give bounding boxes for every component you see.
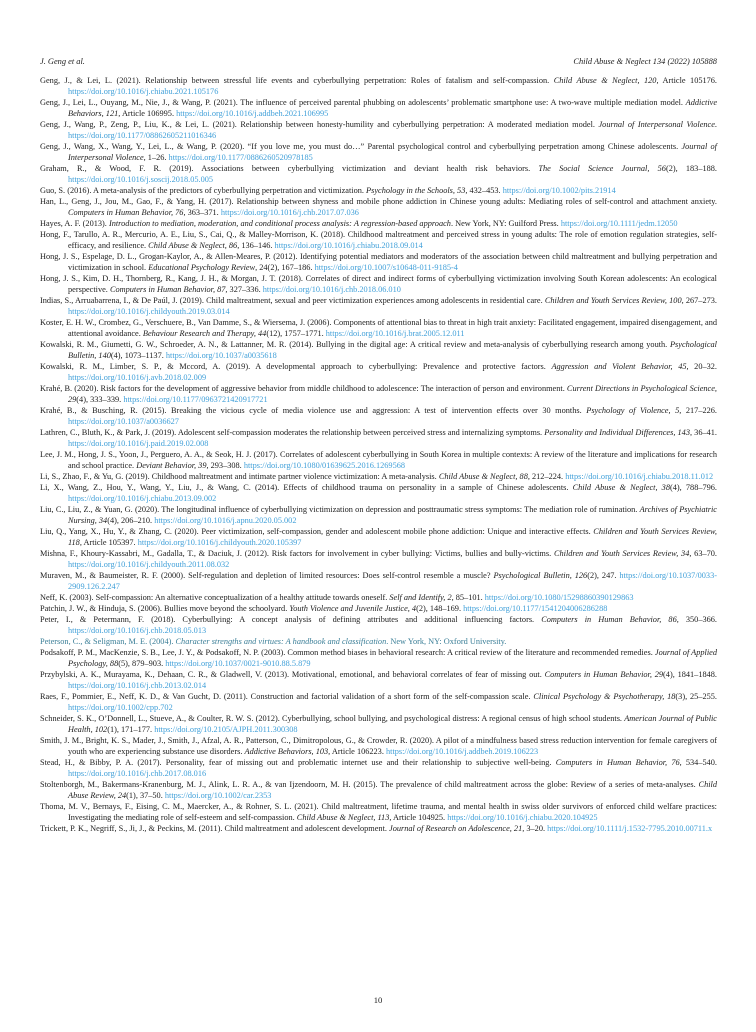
source-title: The Social Science Journal, 56 xyxy=(538,164,666,173)
reference-text: Kowalski, R. M., Giumetti, G. W., Schroeder, A. N., & Lattanner, M. R. (2014). Bullying in the digital age: A critical review and meta-analysis of cyberbullying research among youth. xyxy=(40,340,670,349)
doi-link[interactable]: https://doi.org/10.1016/j.brat.2005.12.011 xyxy=(325,329,465,338)
reference-text: (4), 1073–1137. xyxy=(110,351,166,360)
source-title: Journal of Research on Adolescence, 21 xyxy=(389,824,523,833)
source-title: Computers in Human Behavior, 87 xyxy=(109,285,226,294)
reference-text: Guo, S. (2016). A meta-analysis of the predictors of cyberbullying perpetration and victimization. xyxy=(40,186,367,195)
reference-text: , 267–273. xyxy=(681,296,717,305)
reference-text: Peter, I., & Petermann, F. (2018). Cyberbullying: A concept analysis of defining attributes and additional influencing factors. xyxy=(40,615,542,624)
reference-entry xyxy=(40,185,717,196)
doi-link[interactable]: https://doi.org/10.1016/j.childyouth.2019.03.014 xyxy=(68,307,230,316)
source-title: Archives of Psychiatric Nursing, 34 xyxy=(68,505,717,525)
reference-entry xyxy=(40,163,717,185)
linked-reference-title: Character strengths and virtues: A handbook and classification xyxy=(175,637,387,646)
reference-text: , 432–453. xyxy=(465,186,503,195)
doi-link[interactable]: https://doi.org/10.1016/j.chb.2013.02.014 xyxy=(68,681,207,690)
reference-text: Liu, Q., Yang, X., Hu, Y., & Zhang, C. (2020). Peer victimization, self-compassion, gender and adolescent mobile phone addiction: Unique and interactive effects. xyxy=(40,527,594,536)
reference-text: Lathren, C., Bluth, K., & Park, J. (2019). Adolescent self-compassion moderates the relationship between perceived stress and internalizing symptoms. xyxy=(40,428,545,437)
reference-entry xyxy=(40,229,717,251)
source-title: Journal of Interpersonal Violence xyxy=(68,142,717,162)
source-title: Addictive Behaviors, 103 xyxy=(244,747,329,756)
reference-text: . xyxy=(714,120,717,129)
reference-text: (4), 333–339. xyxy=(76,395,124,404)
doi-link[interactable]: https://doi.org/10.1177/08862605211016346 xyxy=(68,131,217,140)
reference-text: Geng, J., Lei, L., Ouyang, M., Nie, J., & Wang, P. (2021). The influence of perceived parental phubbing on adolescents’ problematic smartphone use: A two-wave multiple mediation model. xyxy=(40,98,686,107)
journal-banner: Child Abuse & Neglect 134 (2022) 105888 xyxy=(573,57,717,66)
reference-text: (1), 37–50. xyxy=(126,791,165,800)
reference-entry xyxy=(40,141,717,163)
reference-text: . New York, NY: Guilford Press. xyxy=(450,219,561,228)
reference-text: , 20–32. xyxy=(686,362,717,371)
doi-link[interactable]: https://doi.org/10.1016/j.chb.2018.06.010 xyxy=(262,285,401,294)
reference-entry xyxy=(40,614,717,636)
source-title: Child Abuse & Neglect, 88 xyxy=(438,472,528,481)
source-title: American Journal of Public Health, 102 xyxy=(68,714,717,734)
reference-text: Li, X., Wang, Z., Hou, Y., Wang, Y., Liu, J., & Wang, C. (2014). Effects of childhood trauma on personality in a sample of Chinese adolescents. xyxy=(40,483,573,492)
reference-text: Podsakoff, P. M., MacKenzie, S. B., Lee, J. Y., & Podsakoff, N. P. (2003). Common method biases in behavioral research: A critical review of the literature and recommended remedies. xyxy=(40,648,655,657)
reference-text: , 212–224. xyxy=(527,472,566,481)
doi-link[interactable]: https://doi.org/10.1177/0886260520978185 xyxy=(168,153,313,162)
source-title: Child Abuse & Neglect, 86 xyxy=(148,241,238,250)
reference-entry xyxy=(40,757,717,779)
reference-entry xyxy=(40,405,717,427)
source-title: Psychology of Violence, 5 xyxy=(586,406,680,415)
reference-text: Lee, J. M., Hong, J. S., Yoon, J., Perguero, A. A., & Seok, H. J. (2017). Correlates of adolescent cyberbullying in South Korea in multiple contexts: A review of the literature and implications for research and school practice. xyxy=(40,450,717,470)
source-title: Aggression and Violent Behavior, 45 xyxy=(551,362,687,371)
reference-text: (2), 148–169. xyxy=(416,604,464,613)
reference-text: (1), 171–177. xyxy=(107,725,155,734)
source-title: Personality and Individual Differences, 143 xyxy=(544,428,690,437)
reference-text: , 293–308. xyxy=(206,461,244,470)
reference-entry xyxy=(40,592,717,603)
source-title: Behaviour Research and Therapy, 44 xyxy=(142,329,267,338)
reference-text: Patchin, J. W., & Hinduja, S. (2006). Bullies move beyond the schoolyard. xyxy=(40,604,290,613)
doi-link[interactable]: https://doi.org/10.1016/j.chb.2018.05.013 xyxy=(68,626,207,635)
source-title: Children and Youth Services Review, 118 xyxy=(68,527,718,547)
running-author: J. Geng et al. xyxy=(40,57,85,66)
reference-text: (12), 1757–1771. xyxy=(266,329,326,338)
reference-entry xyxy=(40,735,717,757)
source-title: Child Abuse Review, 24 xyxy=(68,780,717,800)
doi-link[interactable]: https://doi.org/10.1111/jedm.12050 xyxy=(560,219,678,228)
reference-entry xyxy=(40,669,717,691)
reference-text: Liu, C., Liu, Z., & Yuan, G. (2020). The longitudinal influence of cyberbullying victimization on depression and posttraumatic stress symptoms: The mediation role of rumination. xyxy=(40,505,640,514)
source-title: Computers in Human Behavior, 76 xyxy=(68,208,184,217)
doi-link[interactable]: https://doi.org/10.1016/j.soscij.2018.05.005 xyxy=(68,175,214,184)
reference-entry xyxy=(40,603,717,614)
source-title: Child Abuse & Neglect, 113 xyxy=(296,813,390,822)
source-title: Children and Youth Services Review, 34 xyxy=(553,549,690,558)
reference-entry xyxy=(40,75,717,97)
doi-link[interactable]: https://doi.org/10.2105/AJPH.2011.300308 xyxy=(154,725,298,734)
reference-entry xyxy=(40,383,717,405)
reference-text: , 136–146. xyxy=(237,241,275,250)
doi-link[interactable]: https://doi.org/10.1016/j.chiabu.2021.105176 xyxy=(68,87,219,96)
linked-reference-text: . New York, NY: Oxford University. xyxy=(386,637,507,646)
doi-link[interactable]: https://doi.org/10.1002/cpp.702 xyxy=(68,703,173,712)
reference-text: Neff, K. (2003). Self-compassion: An alternative conceptualization of a healthy attitude towards oneself. xyxy=(40,593,390,602)
doi-link[interactable]: https://doi.org/10.1037/a0036627 xyxy=(68,417,179,426)
source-title: Deviant Behavior, 39 xyxy=(136,461,207,470)
reference-text: (4), 788–796. xyxy=(669,483,718,492)
reference-text: (4), 1841–1848. xyxy=(663,670,718,679)
reference-entry xyxy=(40,504,717,526)
reference-entry xyxy=(40,526,717,548)
reference-text: Smith, J. M., Bright, K. S., Mader, J., Smith, J., Afzal, A. R., Patterson, C., Dimitropolous, G., & Crowder, R. (2020). A pilot of a mindfulness based stress reduction intervention for female caregivers of youth who are experiencing substance use disorders. xyxy=(40,736,717,756)
reference-entry xyxy=(40,691,717,713)
reference-text: , 3–20. xyxy=(522,824,548,833)
reference-text: Geng, J., Wang, X., Wang, Y., Lei, L., & Wang, P. (2020). “If you love me, you must do…” Parental psychological control and cyberbullying perpetration among Chinese adolescents. xyxy=(40,142,682,151)
reference-entry xyxy=(40,647,717,669)
reference-entry xyxy=(40,317,717,339)
doi-link[interactable]: https://doi.org/10.1080/15298860390129863 xyxy=(484,593,634,602)
doi-link[interactable]: https://doi.org/10.1016/j.paid.2019.02.008 xyxy=(68,439,209,448)
doi-link[interactable]: https://doi.org/10.1016/j.chb.2017.08.016 xyxy=(68,769,207,778)
source-title: Computers in Human Behavior, 86 xyxy=(541,615,677,624)
reference-text: , 85–101. xyxy=(451,593,485,602)
reference-text: , Article 106995. xyxy=(118,109,177,118)
reference-text: , Article 105397. xyxy=(79,538,138,547)
page-number: 10 xyxy=(373,995,383,1005)
doi-link[interactable]: https://doi.org/10.1111/j.1532-7795.2010.00711.x xyxy=(547,824,713,833)
reference-text: Hayes, A. F. (2013). xyxy=(40,219,109,228)
reference-text: (2), 247. xyxy=(587,571,620,580)
reference-text: Kowalski, R. M., Limber, S. P., & Mccord, A. (2019). A developmental approach to cyberbullying: Prevalence and protective factors. xyxy=(40,362,552,371)
reference-entry xyxy=(40,779,717,801)
doi-link[interactable]: https://doi.org/10.1016/j.apnu.2020.05.002 xyxy=(154,516,297,525)
doi-link[interactable]: https://doi.org/10.1016/j.addbeh.2021.106995 xyxy=(176,109,329,118)
doi-link[interactable]: https://doi.org/10.1037/0033-2909.126.2.247 xyxy=(68,571,717,591)
reference-text: Krahé, B. (2020). Risk factors for the development of aggressive behavior from middle childhood to adolescence: The interaction of person and environment. xyxy=(40,384,567,393)
reference-text: , Article 105176. xyxy=(656,76,718,85)
source-title: Youth Violence and Juvenile Justice, 4 xyxy=(289,604,417,613)
source-title: Psychological Bulletin, 140 xyxy=(68,340,717,360)
reference-entry xyxy=(40,471,717,482)
reference-entry xyxy=(40,361,717,383)
doi-link[interactable]: https://doi.org/10.1007/s10648-011-9185-4 xyxy=(314,263,458,272)
reference-text: Koster, E. H. W., Crombez, G., Verschuere, B., Van Damme, S., & Wiersema, J. (2006). Components of attentional bias to threat in high trait anxiety: Facilitated engagement, impaired disengagement, and attentional avoidance. xyxy=(40,318,717,338)
reference-text: Schneider, S. K., O’Donnell, L., Stueve, A., & Coulter, R. W. S. (2012). Cyberbullying, school bullying, and psychological distress: A regional census of high school students. xyxy=(40,714,625,723)
source-title: Psychological Bulletin, 126 xyxy=(493,571,588,580)
reference-entry xyxy=(40,713,717,735)
doi-link[interactable]: https://doi.org/10.1177/0963721420917721 xyxy=(123,395,268,404)
reference-text: Graham, R., & Wood, F. R. (2019). Associations between cyberbullying victimization and deviant health risk behaviors. xyxy=(40,164,539,173)
reference-text: Hong, F., Tarullo, A. R., Mercurio, A. E., Liu, S., Cai, Q., & Malley-Morrison, K. (2018). Childhood maltreatment and perceived stress in young adults: The role of emotion regulation strategies, self-efficacy, and resilience. xyxy=(40,230,717,250)
page-header xyxy=(40,57,717,67)
reference-text: Trickett, P. K., Negriff, S., Ji, J., & Peckins, M. (2011). Child maltreatment and adolescent development. xyxy=(40,824,390,833)
source-title: Current Directions in Psychological Science, 29 xyxy=(68,384,717,404)
reference-text: , Article 104925. xyxy=(389,813,448,822)
reference-text: Li, S., Zhao, F., & Yu, G. (2019). Childhood maltreatment and intimate partner violence victimization: A meta-analysis. xyxy=(40,472,439,481)
reference-entry xyxy=(40,97,717,119)
doi-link[interactable]: https://doi.org/10.1016/j.avb.2018.02.009 xyxy=(68,373,207,382)
reference-text: , 1–26. xyxy=(143,153,169,162)
source-title: Addictive Behaviors, 121 xyxy=(68,98,717,118)
reference-text: , 327–336. xyxy=(225,285,263,294)
reference-entry xyxy=(40,548,717,570)
reference-entry xyxy=(40,427,717,449)
reference-text: , 363–371. xyxy=(183,208,221,217)
reference-text: (4), 206–210. xyxy=(107,516,155,525)
reference-entry xyxy=(40,636,717,647)
doi-link[interactable]: https://doi.org/10.1002/pits.21914 xyxy=(502,186,616,195)
doi-link[interactable]: https://doi.org/10.1016/j.chiabu.2013.09.002 xyxy=(68,494,217,503)
reference-text: Geng, J., & Lei, L. (2021). Relationship between stressful life events and cyberbullying perpetration: Roles of fatalism and self-compassion. xyxy=(40,76,554,85)
reference-text: Krahé, B., & Busching, R. (2015). Breaking the vicious cycle of media violence use and aggression: A test of intervention effects over 30 months. xyxy=(40,406,587,415)
reference-entry xyxy=(40,801,717,823)
reference-entry xyxy=(40,339,717,361)
reference-entry xyxy=(40,482,717,504)
reference-text: , 217–226. xyxy=(679,406,717,415)
reference-entry xyxy=(40,295,717,317)
reference-entry xyxy=(40,119,717,141)
reference-entry xyxy=(40,251,717,273)
reference-text: Mishna, F., Khoury-Kassabri, M., Gadalla, T., & Daciuk, J. (2012). Risk factors for involvement in cyber bullying: Victims, bullies and bully-victims. xyxy=(40,549,554,558)
reference-text: , 534–540. xyxy=(679,758,717,767)
source-title: Introduction to mediation, moderation, and conditional process analysis: A regression-based approach xyxy=(108,219,451,228)
doi-link[interactable]: https://doi.org/10.1002/car.2353 xyxy=(164,791,272,800)
reference-text: Stoltenborgh, M., Bakermans-Kranenburg, M. J., Alink, L. R. A., & van Ijzendoorn, M. H. (2015). The prevalence of child maltreatment across the globe: Review of a series of meta-analyses. xyxy=(40,780,699,789)
source-title: Educational Psychology Review xyxy=(148,263,256,272)
reference-text: Hong, J. S., Kim, D. H., Thornberg, R., Kang, J. H., & Morgan, J. T. (2018). Correlates of direct and indirect forms of cyberbullying victimization involving South Korean adolescents: An ecological perspective. xyxy=(40,274,717,294)
reference-text: Przybylski, A. K., Murayama, K., Dehaan, C. R., & Gladwell, V. (2013). Motivational, emotional, and behavioral correlates of fear of missing out. xyxy=(40,670,545,679)
reference-text: Geng, J., Wang, P., Zeng, P., Liu, K., & Lei, L. (2021). Relationship between honesty-humility and cyberbullying perpetration: A moderated mediation model. xyxy=(40,120,599,129)
reference-text: Han, L., Geng, J., Jou, M., Gao, F., & Yang, H. (2017). Relationship between shyness and mobile phone addiction in Chinese young adults: Mediating roles of self-control and attachment anxiety. xyxy=(40,197,717,206)
doi-link[interactable]: https://doi.org/10.1016/j.chiabu.2018.09.014 xyxy=(274,241,423,250)
doi-link[interactable]: https://doi.org/10.1016/j.chb.2017.07.036 xyxy=(220,208,359,217)
source-title: Computers in Human Behavior, 76 xyxy=(555,758,680,767)
doi-link[interactable]: https://doi.org/10.1080/01639625.2016.1269568 xyxy=(243,461,406,470)
doi-link[interactable]: https://doi.org/10.1016/j.childyouth.2020.105397 xyxy=(137,538,302,547)
reference-entry xyxy=(40,449,717,471)
doi-link[interactable]: https://doi.org/10.1016/j.childyouth.2011.08.032 xyxy=(68,560,230,569)
reference-text: Hong, J. S., Espelage, D. L., Grogan-Kaylor, A., & Allen-Meares, P. (2012). Identifying potential mediators and moderators of the association between child maltreatment and bullying perpetration and victimization in school. xyxy=(40,252,717,272)
reference-text: Indias, S., Arruabarrena, I., & De Paúl, J. (2019). Child maltreatment, sexual and peer victimization experiences among adolescents in residential care. xyxy=(40,296,545,305)
doi-link[interactable]: https://doi.org/10.1016/j.addbeh.2019.106223 xyxy=(385,747,539,756)
reference-text: Stead, H., & Bibby, P. A. (2017). Personality, fear of missing out and problematic internet use and their relationship to subjective well-being. xyxy=(40,758,556,767)
reference-entry xyxy=(40,570,717,592)
reference-entry xyxy=(40,823,717,834)
reference-text: (3), 25–255. xyxy=(675,692,717,701)
reference-text: , 36–41. xyxy=(689,428,717,437)
doi-link[interactable]: https://doi.org/10.1037/a0035618 xyxy=(165,351,277,360)
source-title: Child Abuse & Neglect, 38 xyxy=(572,483,670,492)
doi-link[interactable]: https://doi.org/10.1016/j.chiabu.2020.104925 xyxy=(447,813,598,822)
doi-link[interactable]: https://doi.org/10.1016/j.chiabu.2018.11.012 xyxy=(565,472,714,481)
source-title: Clinical Psychology & Psychotherapy, 18 xyxy=(533,692,676,701)
page-footer xyxy=(0,995,756,1005)
reference-entry xyxy=(40,196,717,218)
reference-text: (5), 879–903. xyxy=(118,659,166,668)
doi-link[interactable]: https://doi.org/10.1177/1541204006286288 xyxy=(463,604,608,613)
references-list xyxy=(40,75,717,834)
source-title: Child Abuse & Neglect, 120 xyxy=(553,76,657,85)
source-title: Psychology in the Schools, 53 xyxy=(366,186,466,195)
linked-reference-text: Peterson, C., & Seligman, M. E. (2004). xyxy=(40,637,176,646)
reference-text: , Article 106223. xyxy=(328,747,386,756)
reference-entry xyxy=(40,218,717,229)
reference-text: , 350–366. xyxy=(676,615,717,624)
doi-link[interactable]: https://doi.org/10.1037/0021-9010.88.5.879 xyxy=(165,659,311,668)
source-title: Journal of Interpersonal Violence xyxy=(598,120,715,129)
reference-text: Thoma, M. V., Bernays, F., Eising, C. M., Maercker, A., & Rohner, S. L. (2021). Child maltreatment, lifetime trauma, and mental health in swiss older survivors of enforced child welfare practices: Investigating the mediating role of self-esteem and self-compassion. xyxy=(40,802,717,822)
source-title: Children and Youth Services Review, 100 xyxy=(544,296,682,305)
source-title: Self and Identify, 2 xyxy=(389,593,452,602)
reference-text: (2), 183–188. xyxy=(665,164,718,173)
reference-text: Muraven, M., & Baumeister, R. F. (2000). Self-regulation and depletion of limited resources: Does self-control resemble a muscle? xyxy=(40,571,494,580)
reference-text: , 24(2), 167–186. xyxy=(255,263,315,272)
reference-text: , 63–70. xyxy=(689,549,717,558)
reference-entry xyxy=(40,273,717,295)
source-title: Computers in Human Behavior, 29 xyxy=(544,670,664,679)
reference-text: Raes, F., Pommier, E., Neff, K. D., & Van Gucht, D. (2011). Construction and factorial validation of a short form of the self-compassion scale. xyxy=(40,692,534,701)
source-title: Journal of Applied Psychology, 88 xyxy=(68,648,717,668)
